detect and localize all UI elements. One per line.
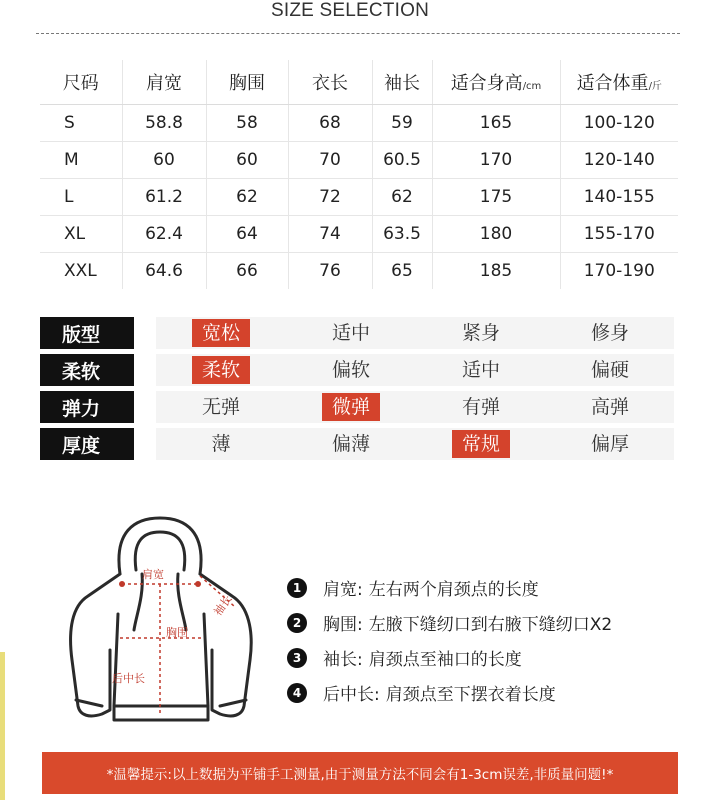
cell-chest: 64: [206, 215, 288, 252]
hoodie-illustration: [62, 510, 272, 740]
feature-option-label: 常规: [452, 430, 510, 458]
feature-option-label: 柔软: [192, 356, 250, 384]
feature-option: [546, 354, 674, 386]
size-table: [40, 60, 678, 289]
feature-gap: [134, 391, 156, 423]
cell-length: 74: [288, 215, 372, 252]
note-item: [287, 640, 612, 675]
feature-option-label: 修身: [590, 322, 629, 344]
note-text: 肩颈点至下摆衣着长度: [385, 685, 556, 705]
left-accent-strip: [0, 652, 5, 800]
measurement-notes: [287, 570, 612, 710]
cell-shoulder: 61.2: [122, 178, 206, 215]
cell-chest: 62: [206, 178, 288, 215]
feature-option: [156, 354, 286, 386]
note-label: 后中长:: [323, 685, 380, 705]
cell-chest: 66: [206, 252, 288, 289]
cell-sleeve: 60.5: [372, 141, 432, 178]
header-weight: 适合体重/斤: [560, 60, 678, 104]
cell-size: L: [40, 178, 122, 215]
feature-row-fit: [40, 317, 674, 349]
feature-option: [286, 391, 416, 423]
note-item: [287, 570, 612, 605]
feature-option: [546, 391, 674, 423]
cell-length: 76: [288, 252, 372, 289]
feature-option-label: 宽松: [192, 319, 250, 347]
cell-length: 68: [288, 104, 372, 141]
feature-option: [416, 354, 546, 386]
header-chest: 胸围: [206, 60, 288, 104]
page-title: SIZE SELECTION: [270, 0, 429, 21]
cell-length: 70: [288, 141, 372, 178]
header-size: 尺码: [40, 60, 122, 104]
cell-height: 180: [432, 215, 560, 252]
feature-gap: [134, 428, 156, 460]
feature-option: [546, 317, 674, 349]
feature-option: [286, 317, 416, 349]
feature-option: [286, 428, 416, 460]
back-length-label: 后中长: [112, 672, 145, 685]
feature-option: [156, 317, 286, 349]
feature-option-label: 偏硬: [590, 359, 629, 381]
note-label: 袖长:: [323, 650, 363, 670]
cell-weight: 155-170: [560, 215, 678, 252]
cell-shoulder: 60: [122, 141, 206, 178]
feature-row-elasticity: [40, 391, 674, 423]
feature-label: 厚度: [40, 428, 134, 460]
feature-option-label: 偏厚: [590, 433, 629, 455]
note-label: 胸围:: [323, 615, 363, 635]
table-row: [40, 215, 678, 252]
feature-table: [40, 312, 674, 465]
note-number: 3: [287, 648, 307, 668]
feature-option: [416, 317, 546, 349]
feature-option-label: 偏薄: [331, 433, 370, 455]
feature-option: [286, 354, 416, 386]
disclaimer-text: *温馨提示:以上数据为平铺手工测量,由于测量方法不同会有1-3cm误差,非质量问题!*: [106, 767, 614, 783]
cell-height: 185: [432, 252, 560, 289]
feature-option-label: 高弹: [590, 396, 629, 418]
feature-option: [416, 391, 546, 423]
cell-sleeve: 65: [372, 252, 432, 289]
feature-option: [156, 391, 286, 423]
feature-option-label: 紧身: [461, 322, 500, 344]
cell-sleeve: 62: [372, 178, 432, 215]
feature-label: 柔软: [40, 354, 134, 386]
feature-option-label: 适中: [461, 359, 500, 381]
cell-shoulder: 62.4: [122, 215, 206, 252]
cell-shoulder: 64.6: [122, 252, 206, 289]
cell-chest: 58: [206, 104, 288, 141]
weight-unit: /斤: [648, 80, 662, 92]
feature-gap: [134, 354, 156, 386]
feature-option: [416, 428, 546, 460]
cell-chest: 60: [206, 141, 288, 178]
note-text: 左右两个肩颈点的长度: [368, 580, 539, 600]
feature-row-softness: [40, 354, 674, 386]
feature-label: 版型: [40, 317, 134, 349]
table-row: [40, 252, 678, 289]
cell-length: 72: [288, 178, 372, 215]
feature-option-label: 微弹: [322, 393, 380, 421]
feature-gap: [134, 317, 156, 349]
cell-size: XXL: [64, 260, 97, 281]
disclaimer-banner: [42, 752, 678, 794]
feature-option: [546, 428, 674, 460]
chest-label: 胸围: [166, 626, 188, 639]
feature-option-label: 薄: [211, 433, 231, 455]
note-number: 1: [287, 578, 307, 598]
table-row: [40, 141, 678, 178]
cell-weight: 120-140: [560, 141, 678, 178]
cell-weight: 170-190: [560, 252, 678, 289]
note-text: 肩颈点至袖口的长度: [368, 650, 522, 670]
note-number: 2: [287, 613, 307, 633]
cell-weight: 140-155: [560, 178, 678, 215]
size-table-header-row: [40, 60, 678, 104]
feature-option-label: 适中: [331, 322, 370, 344]
cell-shoulder: 58.8: [122, 104, 206, 141]
header: [0, 0, 716, 36]
height-unit: /cm: [522, 80, 542, 92]
header-sleeve: 袖长: [372, 60, 432, 104]
cell-sleeve: 63.5: [372, 215, 432, 252]
cell-height: 175: [432, 178, 560, 215]
header-divider: [36, 33, 680, 34]
cell-height: 165: [432, 104, 560, 141]
header-length: 衣长: [288, 60, 372, 104]
header-height: 适合身高/cm: [432, 60, 560, 104]
table-row: [40, 178, 678, 215]
cell-size: XL: [40, 215, 122, 252]
note-item: [287, 605, 612, 640]
note-number: 4: [287, 683, 307, 703]
cell-weight: 100-120: [560, 104, 678, 141]
cell-sleeve: 59: [372, 104, 432, 141]
feature-label: 弹力: [40, 391, 134, 423]
cell-size: M: [40, 141, 122, 178]
feature-option-label: 无弹: [201, 396, 240, 418]
feature-option: [156, 428, 286, 460]
note-label: 肩宽:: [323, 580, 363, 600]
sleeve-label: 袖长: [211, 592, 235, 619]
header-shoulder: 肩宽: [122, 60, 206, 104]
note-item: [287, 675, 612, 710]
table-row: [40, 104, 678, 141]
feature-option-label: 偏软: [331, 359, 370, 381]
feature-row-thickness: [40, 428, 674, 460]
note-text: 左腋下缝纫口到右腋下缝纫口X2: [368, 615, 613, 635]
shoulder-label: 肩宽: [142, 568, 164, 581]
cell-size: S: [40, 104, 122, 141]
cell-height: 170: [432, 141, 560, 178]
feature-option-label: 有弹: [461, 396, 500, 418]
